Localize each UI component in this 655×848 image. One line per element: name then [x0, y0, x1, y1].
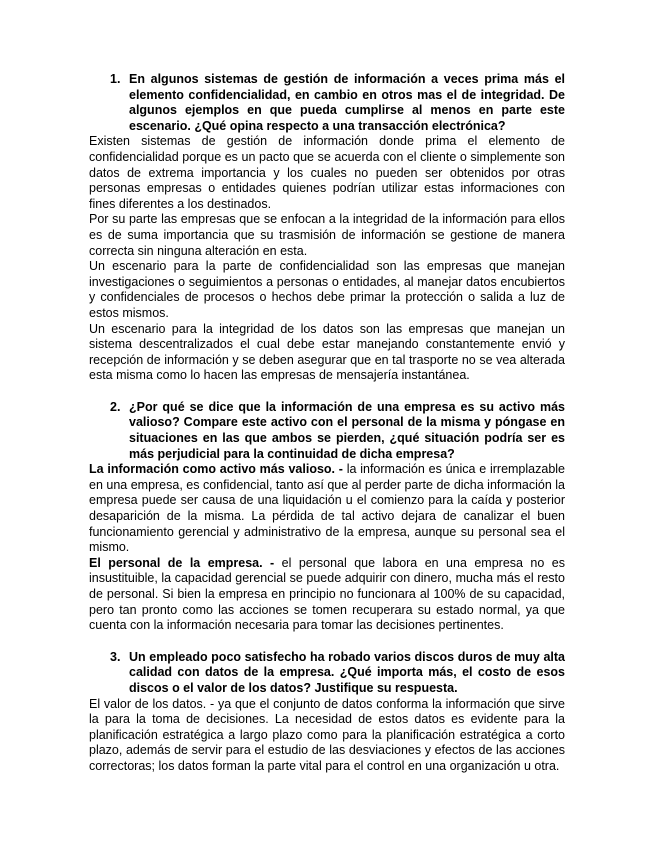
answer-paragraph [89, 556, 565, 634]
question-3 [89, 650, 565, 697]
answer-paragraph: Un escenario para la parte de confidencialidad son las empresas que manejan investigaciones o seguimientos a personas o entidades, al manejar datos encubiertos y confidenciales de procesos o hechos debe primar la protección o salida a luz de estos mismos. [89, 259, 565, 320]
question-text: En algunos sistemas de gestión de información a veces prima más el elemento confidencialidad, en cambio en otros mas el de integridad. De algunos ejemplos en que pueda cumplirse al menos en parte este escenario. ¿Qué opina respecto a una transacción electrónica? [129, 72, 565, 133]
document-page [89, 72, 565, 775]
question-number: 1. [110, 72, 121, 86]
question-number: 3. [110, 649, 121, 664]
paragraph-lead: El personal de la empresa. - [89, 555, 275, 570]
question-text: ¿Por qué se dice que la información de una empresa es su activo más valioso? Compare este activo con el personal de la misma y póngase en situaciones en las que ambos se pierden, ¿qué situación podría ser es más perjudicial para la continuidad de dicha empresa? [129, 399, 565, 461]
question-number: 2. [110, 399, 121, 414]
question-text: Un empleado poco satisfecho ha robado varios discos duros de muy alta calidad con datos de la empresa. ¿Qué importa más, el costo de esos discos o el valor de los datos? Justifique su respuesta. [129, 649, 565, 695]
answer-paragraph: Existen sistemas de gestión de información donde prima el elemento de confidencialidad porque es un pacto que se acuerda con el cliente o simplemente son datos de extrema importancia y los cuales no pueden ser obtenidos por otras personas empresas o entidades quienes podrían utilizar estas informaciones con fines diferentes a los destinados. [89, 134, 565, 211]
answer-paragraph: El valor de los datos. - ya que el conjunto de datos conforma la información que sirve la para la toma de decisiones. La necesidad de estos datos es evidente para la planificación estratégica a largo plazo como para la planificación estratégica a corto plazo, además de servir para el estudio de las desviaciones y efectos de las acciones correctoras; los datos forman la parte vital para el control en una organización u otra. [89, 696, 565, 773]
answer-paragraph: Un escenario para la integridad de los datos son las empresas que manejan un sistema descentralizados el cual debe estar manejando constantemente envió y recepción de información y se deben asegurar que en tal trasporte no se vea alterada esta misma como lo hacen las empresas de mensajería instantánea. [89, 321, 565, 383]
question-1 [89, 72, 565, 134]
paragraph-lead: La información como activo más valioso. - [89, 462, 343, 477]
paragraph-body: la información es única e irremplazable en una empresa, es confidencial, tanto así que al perder parte de dicha información la empresa puede ser causa de una liquidación u el comienzo para la caída y posterior desaparición de la misma. La pérdida de tal activo dejara de canalizar el buen funcionamiento gerencial y administrativo de la empresa, aunque su personal sea el mismo. [89, 462, 565, 555]
answer-paragraph: Por su parte las empresas que se enfocan a la integridad de la información para ellos es de suma importancia que su trasmisión de información se gestione de manera correcta sin ninguna alteración en esta. [89, 212, 565, 258]
paragraph-body: el personal que labora en una empresa no es insustituible, la capacidad gerencial se puede adquirir con dinero, mucha más el resto de personal. Si bien la empresa en principio no funcionara al 100% de su capacidad, pero tan pronto como las acciones se tomen recuperara su estado normal, ya que cuenta con la información necesaria para tomar las decisiones pertinentes. [89, 555, 565, 633]
question-2 [89, 400, 565, 462]
answer-paragraph [89, 462, 565, 556]
